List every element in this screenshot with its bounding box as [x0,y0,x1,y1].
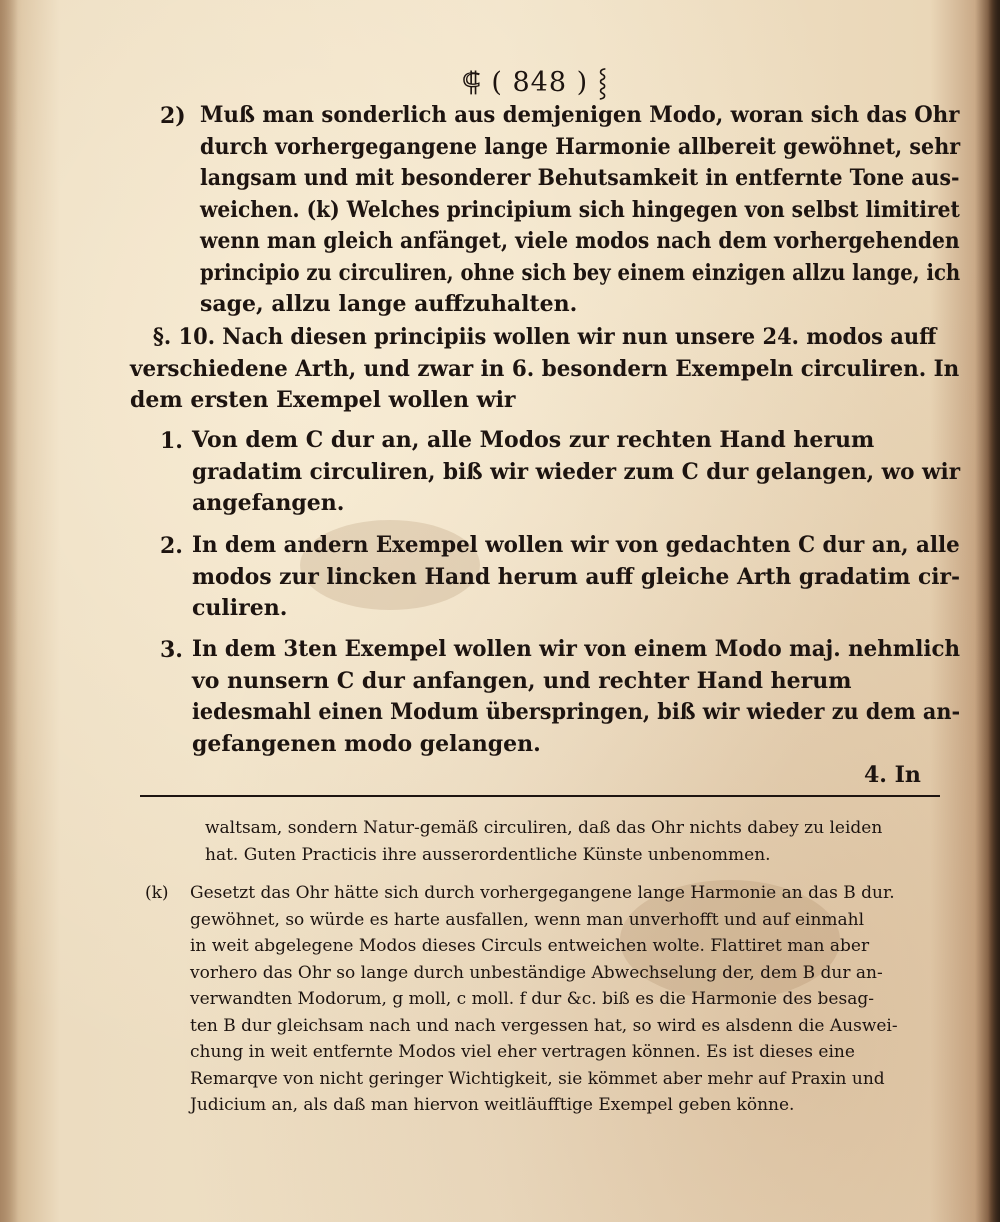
text-line: gradatim circuliren, biß wir wieder zum C dur gelangen, wo wir [192,458,961,485]
text-line: weichen. (k) Welches principium sich hingegen von selbst limitiret [200,196,960,223]
text-line: iedesmahl einen Modum überspringen, biß wir wieder zu dem an- [192,699,961,725]
text-line: vo nunsern C dur anfangen, und rechter Hand herum [192,667,852,694]
text-line: sage, allzu lange auffzuhalten. [200,291,578,317]
footnote-marker: (k) [145,883,169,903]
catchword: 4. In [864,762,921,788]
text-line: durch vorhergegangene lange Harmonie allbereit gewöhnet, sehr [200,133,961,160]
text-line: §. 10. Nach diesen principiis wollen wir nun unsere 24. modos auff [152,324,937,350]
text-line: angefangen. [192,490,345,516]
text-line: culiren. [192,595,288,621]
item-1-paragraph [192,425,960,520]
text-line: hat. Guten Practicis ihre ausserordentliche Künste unbenommen. [205,844,771,865]
text-line: Von dem C dur an, alle Modos zur rechten Hand herum [192,427,875,453]
page-edge-shadow [988,0,1000,1222]
text-line: In dem andern Exempel wollen wir von gedachten C dur an, alle [192,532,960,558]
footnote-separator [140,795,940,797]
text-line: Gesetzt das Ohr hätte sich durch vorhergegangene lange Harmonie an das B dur. [190,883,895,903]
page-gutter-shadow [0,0,18,1222]
text-line: verwandten Modorum, g moll, c moll. f dur &c. biß es die Harmonie des besag- [190,989,874,1009]
text-line: chung in weit entfernte Modos viel eher vertragen können. Es ist dieses eine [190,1042,855,1062]
text-line: modos zur lincken Hand herum auff gleiche Arth gradatim cir- [192,563,961,590]
text-line: in weit abgelegene Modos dieses Circuls entweichen wolte. Flattiret man aber [190,936,870,956]
item-number: 3. [160,637,183,663]
footnote-k [190,880,950,1119]
item-3-paragraph [192,634,960,760]
text-line: verschiedene Arth, und zwar in 6. besondern Exempeln circuliren. In [130,355,960,382]
item-number: 2. [160,533,183,559]
point-number: 2) [160,103,186,129]
text-line: waltsam, sondern Natur-gemäß circuliren, daß das Ohr nichts dabey zu leiden [205,818,883,838]
section-10-paragraph [130,322,960,417]
text-line: Muß man sonderlich aus demjenigen Modo, woran sich das Ohr [200,102,960,128]
text-line: principio zu circuliren, ohne sich bey einem einzigen allzu lange, ich [200,259,961,286]
point-2-paragraph [200,100,960,321]
text-line: gewöhnet, so würde es harte ausfallen, wenn man unverhofft und auf einmahl [190,909,865,930]
text-line: vorhero das Ohr so lange durch unbeständige Abwechselung der, dem B dur an- [190,962,883,983]
text-line: langsam und mit besonderer Behutsamkeit in entfernte Tone aus- [200,165,960,191]
text-line: dem ersten Exempel wollen wir [130,387,516,413]
text-line: In dem 3ten Exempel wollen wir von einem Modo maj. nehmlich [192,636,961,662]
text-line: ten B dur gleichsam nach und nach vergessen hat, so wird es alsdenn die Auswei- [190,1015,898,1036]
text-line: gefangenen modo gelangen. [192,730,541,757]
item-2-paragraph [192,530,960,625]
text-line: wenn man gleich anfänget, viele modos nach dem vorhergehenden [200,228,960,254]
page-header: ⸿ ( 848 ) ⸾ [461,67,609,98]
item-number: 1. [160,428,183,454]
text-line: Judicium an, als daß man hiervon weitläufftige Exempel geben könne. [190,1095,795,1115]
text-line: Remarqve von nicht geringer Wichtigkeit, sie kömmet aber mehr auf Praxin und [190,1068,885,1089]
footnote-continuation [205,815,955,868]
